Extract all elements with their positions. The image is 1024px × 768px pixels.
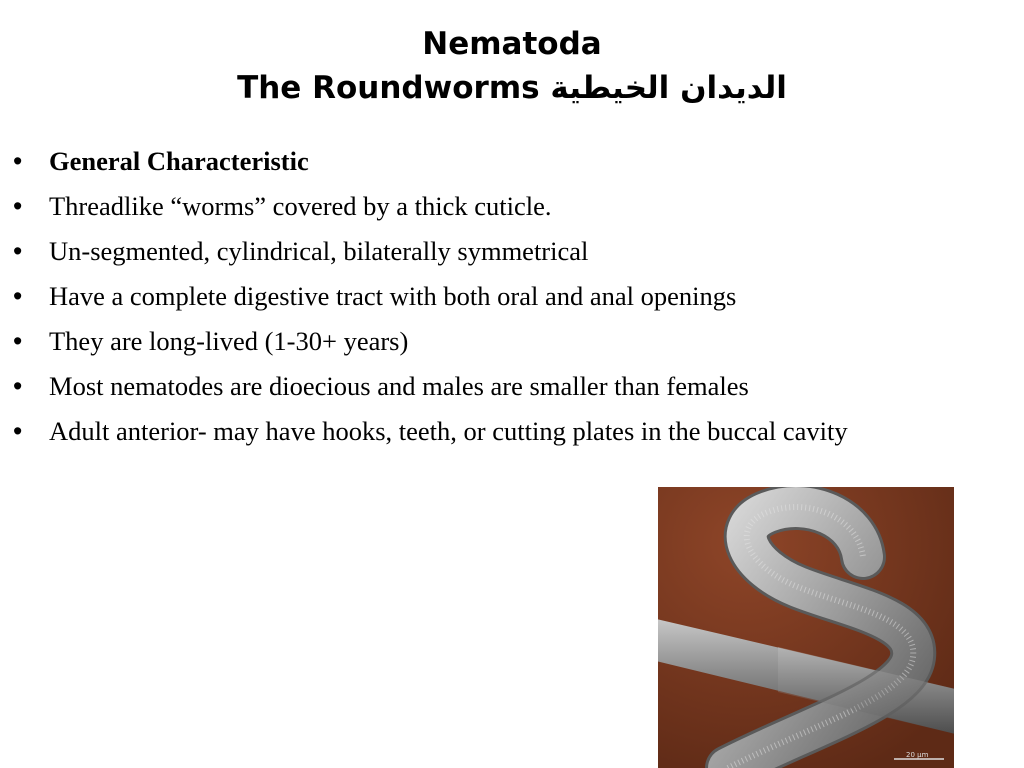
bullet-text: Threadlike “worms” covered by a thick cuticle.: [49, 191, 552, 221]
bullet-item: [0, 371, 940, 402]
bullet-dot: •: [13, 191, 23, 221]
bullet-list: [0, 146, 940, 461]
bullet-dot: •: [13, 371, 23, 401]
bullet-text: Adult anterior- may have hooks, teeth, or cutting plates in the buccal cavity: [49, 416, 848, 446]
slide-title-line2: The Roundworms الديدان الخيطية: [237, 70, 787, 106]
bullet-dot: •: [13, 146, 23, 176]
slide-title: [0, 22, 1024, 110]
bullet-text: Have a complete digestive tract with both oral and anal openings: [49, 281, 737, 311]
bullet-item: [0, 191, 940, 222]
bullet-text: They are long-lived (1-30+ years): [49, 326, 409, 356]
scale-bar-label: 20 µm: [906, 751, 929, 759]
bullet-item: [0, 146, 940, 177]
bullet-dot: •: [13, 326, 23, 356]
nematode-illustration: [658, 487, 954, 768]
bullet-item: [0, 236, 940, 267]
bullet-dot: •: [13, 236, 23, 266]
bullet-dot: •: [13, 281, 23, 311]
bullet-text: General Characteristic: [49, 146, 309, 176]
bullet-text: Un-segmented, cylindrical, bilaterally symmetrical: [49, 236, 589, 266]
bullet-dot: •: [13, 416, 23, 446]
bullet-item: [0, 326, 940, 357]
bullet-item: [0, 281, 940, 312]
nematode-micrograph-image: [658, 487, 954, 768]
bullet-item: [0, 416, 940, 447]
slide-title-line1: Nematoda: [422, 26, 602, 62]
bullet-text: Most nematodes are dioecious and males are smaller than females: [49, 371, 749, 401]
